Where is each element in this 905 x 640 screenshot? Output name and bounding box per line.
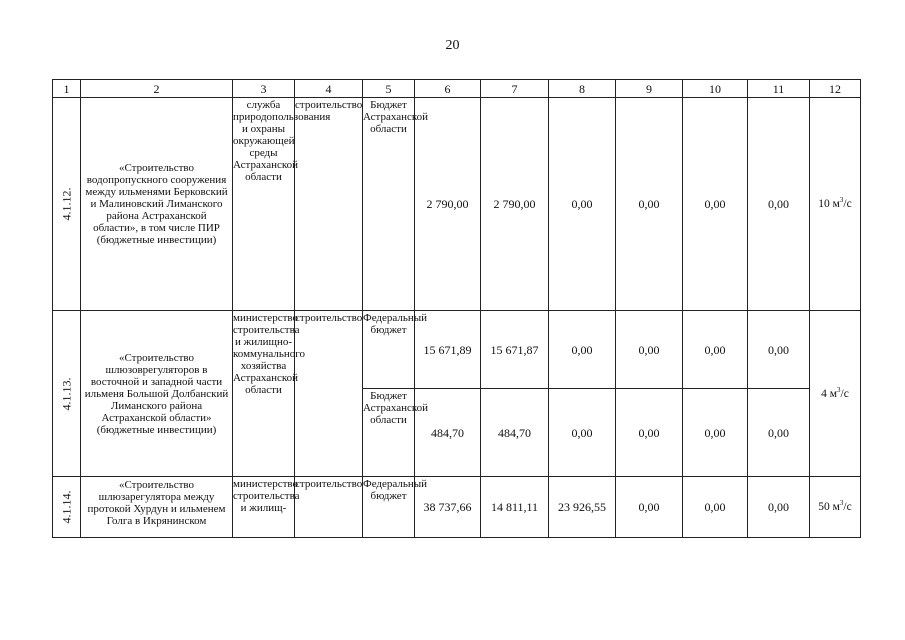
value-cell: 0,00 (616, 389, 683, 477)
funding-source: Федеральный бюджет (363, 477, 415, 538)
work-type: строительство (295, 311, 363, 477)
value-cell: 14 811,11 (481, 477, 549, 538)
header-cell: 5 (363, 80, 415, 98)
value-cell: 0,00 (549, 98, 616, 311)
row-number: 4.1.13. (53, 311, 81, 477)
header-cell: 8 (549, 80, 616, 98)
value-cell: 38 737,66 (415, 477, 481, 538)
table-row (53, 477, 861, 538)
value-cell: 484,70 (415, 389, 481, 477)
capacity: 10 $м^3/с$ (810, 98, 861, 311)
value-cell: 0,00 (748, 311, 810, 389)
value-cell: 0,00 (616, 311, 683, 389)
value-cell: 0,00 (616, 477, 683, 538)
value-cell: 23 926,55 (549, 477, 616, 538)
value-cell: 0,00 (748, 477, 810, 538)
header-cell: 11 (748, 80, 810, 98)
executor: служба природопользования и охраны окружающей среды Астраханской области (233, 98, 295, 311)
value-cell: 0,00 (748, 98, 810, 311)
capacity: 50 $м^3/с$ (810, 477, 861, 538)
value-cell: 0,00 (683, 311, 748, 389)
header-cell: 1 (53, 80, 81, 98)
value-cell: 0,00 (549, 389, 616, 477)
value-cell: 15 671,87 (481, 311, 549, 389)
project-name: «Строительство водопропускного сооружения между ильменями Берковский и Малиновский Лиманского района Астраханской области», в том числе ПИР (бюджетные инвестиции) (81, 98, 233, 311)
funding-source: Бюджет Астраханской области (363, 389, 415, 477)
value-cell: 0,00 (683, 98, 748, 311)
header-cell: 3 (233, 80, 295, 98)
project-name: «Строительство шлюзарегулятора между протокой Хурдун и ильменем Голга в Икрянинском (81, 477, 233, 538)
table-row (53, 311, 861, 389)
page-number: 20 (445, 38, 460, 53)
work-type: строительство (295, 98, 363, 311)
funding-source: Бюджет Астраханской области (363, 98, 415, 311)
value-cell: 2 790,00 (415, 98, 481, 311)
project-name: «Строительство шлюзоврегуляторов в восточной и западной части ильменя Большой Долбанский Лиманского района Астраханской области» (бюджетные инвестиции) (81, 311, 233, 477)
work-type: строительство (295, 477, 363, 538)
header-cell: 6 (415, 80, 481, 98)
table-row (53, 98, 861, 311)
value-cell: 484,70 (481, 389, 549, 477)
value-cell: 0,00 (748, 389, 810, 477)
header-cell: 7 (481, 80, 549, 98)
value-cell: 0,00 (683, 389, 748, 477)
value-cell: 2 790,00 (481, 98, 549, 311)
header-cell: 2 (81, 80, 233, 98)
header-cell: 4 (295, 80, 363, 98)
row-number: 4.1.14. (53, 477, 81, 538)
value-cell: 0,00 (683, 477, 748, 538)
program-table (52, 79, 861, 538)
value-cell: 0,00 (616, 98, 683, 311)
capacity: 4 $м^3/с$ (810, 311, 861, 477)
header-cell: 10 (683, 80, 748, 98)
value-cell: 0,00 (549, 311, 616, 389)
funding-source: Федеральный бюджет (363, 311, 415, 389)
header-row (53, 80, 861, 98)
header-cell: 12 (810, 80, 861, 98)
executor: министерство строительства и жилищно-коммунального хозяйства Астраханской области (233, 311, 295, 477)
executor: министерство строительства и жилищ- (233, 477, 295, 538)
header-cell: 9 (616, 80, 683, 98)
value-cell: 15 671,89 (415, 311, 481, 389)
row-number: 4.1.12. (53, 98, 81, 311)
